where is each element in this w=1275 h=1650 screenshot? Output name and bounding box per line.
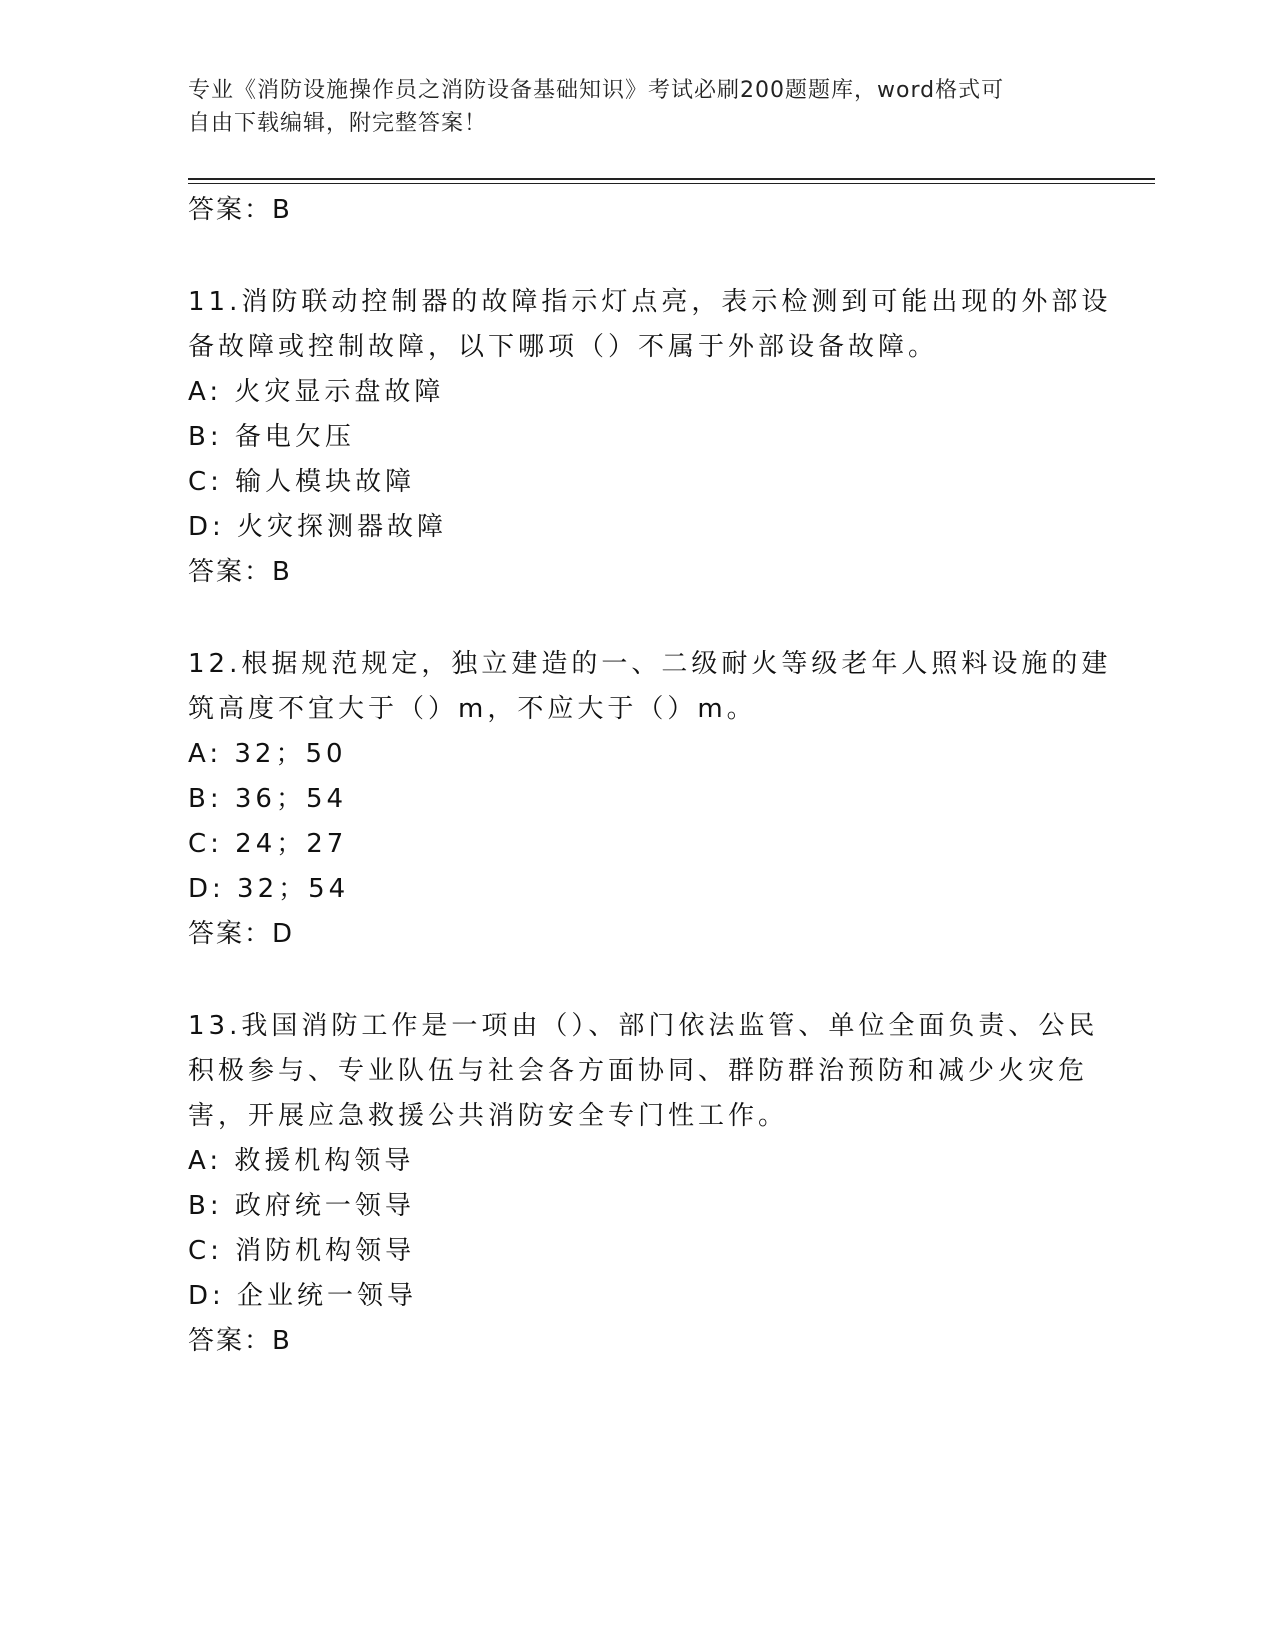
answer-line: 答案：B [188,1326,292,1356]
question-12 [188,642,1112,957]
page-header [188,74,1088,140]
option-a: A: 32；50 [188,739,347,769]
option-c: C: 消防机构领导 [188,1236,416,1266]
option-b: B: 36；54 [188,784,348,814]
option-d: D: 32；54 [188,874,350,904]
question-stem-line: 害，开展应急救援公共消防安全专门性工作。 [188,1101,789,1131]
header-divider [188,178,1155,184]
previous-answer: 答案：B [188,195,292,225]
question-list [188,188,1112,1364]
header-title-line-1: 专业《消防设施操作员之消防设备基础知识》考试必刷200题题库，word格式可 [188,78,1005,103]
header-title-line-2: 自由下载编辑，附完整答案！ [188,111,488,136]
question-11 [188,280,1112,595]
option-d: D: 企业统一领导 [188,1281,418,1311]
question-stem-line: 13.我国消防工作是一项由（）、部门依法监管、单位全面负责、公民 [188,1011,1099,1041]
option-d: D: 火灾探测器故障 [188,512,448,542]
option-a: A: 火灾显示盘故障 [188,377,445,407]
question-stem-line: 筑高度不宜大于（）m，不应大于（）m。 [188,694,757,724]
option-c: C: 输人模块故障 [188,467,416,497]
option-c: C: 24；27 [188,829,348,859]
question-stem-line: 备故障或控制故障，以下哪项（）不属于外部设备故障。 [188,332,939,362]
question-stem-line: 11.消防联动控制器的故障指示灯点亮，表示检测到可能出现的外部设 [188,287,1112,317]
option-a: A: 救援机构领导 [188,1146,415,1176]
question-stem-line: 积极参与、专业队伍与社会各方面协同、群防群治预防和减少火灾危 [188,1056,1089,1086]
answer-line: 答案：B [188,557,292,587]
option-b: B: 政府统一领导 [188,1191,415,1221]
option-b: B: 备电欠压 [188,422,355,452]
question-13 [188,1004,1099,1364]
answer-line: 答案：D [188,919,295,949]
question-stem-line: 12.根据规范规定，独立建造的一、二级耐火等级老年人照料设施的建 [188,649,1112,679]
